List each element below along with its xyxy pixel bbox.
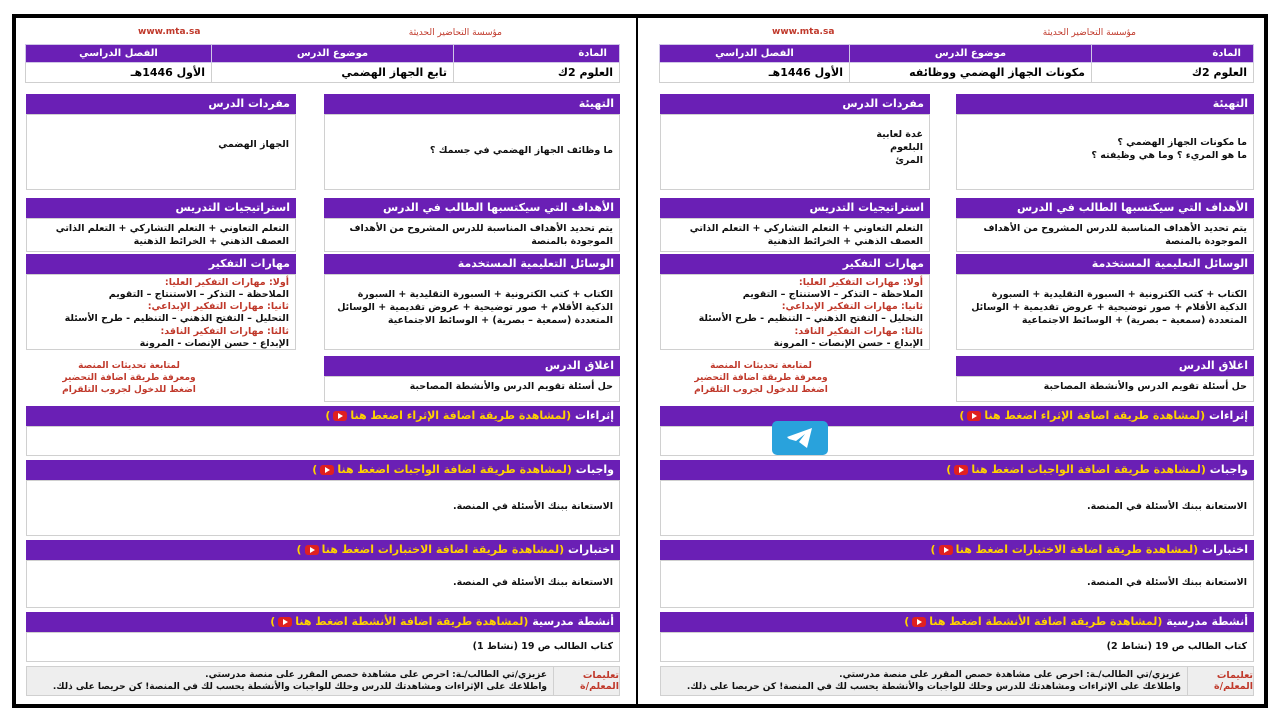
aids-bar: الوسائل التعليمية المستخدمة [956,254,1254,274]
subject-header: المادة [1092,45,1254,63]
homework-link[interactable]: (لمشاهدة طريقة اضافة الواجبات اضغط هنا [337,463,572,476]
vocab-bar: مفردات الدرس [660,94,930,114]
teacher-notes-label: تعليمات المعلم/ة [553,667,619,695]
notes-line-1: عزيزي/تي الطالب/ـة: احرص على مشاهدة حصص المقرر على منصة مدرستي. [205,670,547,680]
youtube-icon[interactable] [939,545,953,555]
thinking-bar: مهارات التفكير [660,254,930,274]
homework-box [26,480,620,536]
thinking-2-title: ثانيا: مهارات التفكير الإبداعي: [147,301,289,313]
strategies-bar: استراتيجيات التدريس [660,198,930,218]
thinking-3-text: الإبداع - حسن الإنصات - المرونة [139,337,289,349]
page-topline [26,22,620,44]
org-name: مؤسسة التحاضير الحديثة [408,28,502,38]
activities-bar[interactable] [660,612,1254,632]
promo-line-1: لمتابعة تحديثات المنصة [78,361,180,371]
aids-text: الكتاب + كتب الكترونية + السبورة التقليدية + السبورة الذكية الأقلام + صور توضيحية + عروض تقديمية + الوسائل المتعددة (سمعية – بصرية) + الوسائط الاجتماعية [337,289,613,326]
tests-text: الاستعانة ببنك الأسئلة في المنصة. [452,577,613,588]
subject-value: العلوم 2ك [1092,63,1254,83]
goals-text: يتم تحديد الأهداف المناسبة للدرس المشروح من الأهداف الموجودة بالمنصة [983,223,1247,247]
homework-close: ) [312,463,318,476]
strategies-bar: استراتيجيات التدريس [26,198,296,218]
goals-box [324,218,620,252]
closing-bar: اغلاق الدرس [324,356,620,376]
promo-line-3: اضغط للدخول لجروب التلقرام [62,385,196,396]
teacher-notes [660,666,1254,696]
thinking-3-title: ثالثا: مهارات التفكير الناقد: [160,325,289,337]
closing-box [956,376,1254,402]
homework-label: واجبات [1209,463,1248,476]
intro-line-2: ما هو المريء ؟ وما هي وظيفته ؟ [1091,149,1247,161]
site-url[interactable]: www.mta.sa [138,27,201,37]
goals-box [956,218,1254,252]
tests-label: اختبارات [1202,543,1248,556]
page-topline [660,22,1254,44]
homework-text: الاستعانة ببنك الأسئلة في المنصة. [452,501,613,512]
topic-header: موضوع الدرس [212,45,454,63]
youtube-icon[interactable] [967,411,981,421]
aids-box [956,274,1254,350]
aids-bar: الوسائل التعليمية المستخدمة [324,254,620,274]
thinking-1-text: الملاحظة – التذكر – الاستنتاج – التقويم [108,289,289,301]
teacher-notes-text [27,667,553,695]
enrich-bar[interactable] [26,406,620,426]
page-divider [636,18,638,704]
youtube-icon[interactable] [320,465,334,475]
subject-header: المادة [454,45,620,63]
enrich-close: ) [959,409,965,422]
vocab-item-1: الجهاز الهضمي [218,139,289,150]
tests-link[interactable]: (لمشاهدة طريقة اضافة الاختبارات اضغط هنا [321,543,565,556]
lesson-header-table [659,44,1254,83]
term-value: الأول 1446هـ [660,63,850,83]
thinking-1-title: أولا: مهارات التفكير العليا: [798,277,923,288]
thinking-3-text: الإبداع - حسن الإنصات - المرونة [773,337,923,349]
term-header: الفصل الدراسي [26,45,212,63]
thinking-bar: مهارات التفكير [26,254,296,274]
notes-line-2: واطلاعك على الإثراءات ومشاهدتك للدرس وحلك للواجبات والأنشطة يحسب لك في المنصة! كن حريصا على ذلك. [52,681,547,692]
closing-bar: اغلاق الدرس [956,356,1254,376]
activities-text: كتاب الطالب ص 19 (نشاط 1) [472,641,613,652]
thinking-box [26,274,296,350]
activities-label: أنشطة مدرسية [532,615,614,628]
promo-line-2: ومعرفة طريقة اضافة التحضير [694,373,828,384]
strategies-box [660,218,930,252]
strategies-box [26,218,296,252]
thinking-2-text: التحليل – التفتح الذهني – التنظيم - طرح الأسئلة [64,313,289,325]
goals-bar: الأهداف التي سيكتسبها الطالب في الدرس [956,198,1254,218]
homework-close: ) [946,463,952,476]
enrich-label: إثراءات [1209,409,1248,422]
activities-bar[interactable] [26,612,620,632]
vocab-item-2: البلعوم [890,141,923,153]
intro-box [956,114,1254,190]
activities-label: أنشطة مدرسية [1166,615,1248,628]
site-url[interactable]: www.mta.sa [772,27,835,37]
term-value: الأول 1446هـ [26,63,212,83]
closing-text: حل أسئلة تقويم الدرس والأنشطة المصاحبة [1043,381,1247,392]
org-name: مؤسسة التحاضير الحديثة [1042,28,1136,38]
enrich-bar[interactable] [660,406,1254,426]
thinking-2-title: ثانيا: مهارات التفكير الإبداعي: [781,301,923,313]
youtube-icon[interactable] [305,545,319,555]
enrich-link[interactable]: (لمشاهدة طريقة اضافة الإثراء اضغط هنا [350,409,572,422]
teacher-notes-label: تعليمات المعلم/ة [1187,667,1253,695]
intro-line-1: ما مكونات الجهاز الهضمي ؟ [1117,137,1247,148]
thinking-box [660,274,930,350]
goals-text: يتم تحديد الأهداف المناسبة للدرس المشروح من الأهداف الموجودة بالمنصة [349,223,613,247]
notes-line-2: واطلاعك على الإثراءات ومشاهدتك للدرس وحلك للواجبات والأنشطة يحسب لك في المنصة! كن حريصا على ذلك. [686,681,1181,692]
telegram-promo[interactable] [686,360,836,396]
topic-value: تابع الجهاز الهضمي [212,63,454,83]
youtube-icon[interactable] [278,617,292,627]
tests-close: ) [930,543,936,556]
activities-link[interactable]: (لمشاهدة طريقة اضافة الأنشطة اضغط هنا [295,615,529,628]
youtube-icon[interactable] [954,465,968,475]
promo-line-1: لمتابعة تحديثات المنصة [710,361,812,371]
intro-box [324,114,620,190]
vocab-item-3: المرئ [895,154,923,166]
enrich-label: إثراءات [575,409,614,422]
notes-line-1: عزيزي/تي الطالب/ـة: احرص على مشاهدة حصص المقرر على منصة مدرستي. [839,670,1181,680]
activities-close: ) [270,615,276,628]
tests-label: اختبارات [568,543,614,556]
telegram-promo[interactable] [54,360,204,396]
enrich-link[interactable]: (لمشاهدة طريقة اضافة الإثراء اضغط هنا [984,409,1206,422]
topic-header: موضوع الدرس [850,45,1092,63]
closing-box [324,376,620,402]
intro-line-1: ما وظائف الجهاز الهضمي في جسمك ؟ [429,145,613,156]
teacher-notes-text [661,667,1187,695]
homework-bar[interactable] [26,460,620,480]
activities-link[interactable]: (لمشاهدة طريقة اضافة الأنشطة اضغط هنا [929,615,1163,628]
tests-close: ) [296,543,302,556]
strategies-text: التعلم التعاوني + التعلم التشاركي + التعلم الذاتي العصف الذهني + الخرائط الذهنية [55,223,289,247]
closing-text: حل أسئلة تقويم الدرس والأنشطة المصاحبة [409,381,613,392]
intro-bar: التهيئة [956,94,1254,114]
telegram-icon[interactable] [772,421,828,455]
enrich-box [26,426,620,456]
homework-text: الاستعانة ببنك الأسئلة في المنصة. [1086,501,1247,512]
activities-box [26,632,620,662]
thinking-3-title: ثالثا: مهارات التفكير الناقد: [794,325,923,337]
topic-value: مكونات الجهاز الهضمي ووظائفه [850,63,1092,83]
intro-bar: التهيئة [324,94,620,114]
tests-bar[interactable] [660,540,1254,560]
tests-box [26,560,620,608]
subject-value: العلوم 2ك [454,63,620,83]
activities-box [660,632,1254,662]
homework-box [660,480,1254,536]
enrich-box [660,426,1254,456]
tests-bar[interactable] [26,540,620,560]
vocab-item-1: غدة لعابية [876,129,923,140]
aids-box [324,274,620,350]
goals-bar: الأهداف التي سيكتسبها الطالب في الدرس [324,198,620,218]
tests-box [660,560,1254,608]
thinking-1-title: أولا: مهارات التفكير العليا: [164,277,289,288]
enrich-close: ) [325,409,331,422]
youtube-icon[interactable] [333,411,347,421]
thinking-2-text: التحليل – التفتح الذهني – التنظيم - طرح الأسئلة [698,313,923,325]
homework-bar[interactable] [660,460,1254,480]
lesson-page-left [26,22,620,702]
tests-link[interactable]: (لمشاهدة طريقة اضافة الاختبارات اضغط هنا [955,543,1199,556]
teacher-notes [26,666,620,696]
aids-text: الكتاب + كتب الكترونية + السبورة التقليدية + السبورة الذكية الأقلام + صور توضيحية + عروض تقديمية + الوسائل المتعددة (سمعية – بصرية) + الوسائط الاجتماعية [971,289,1247,326]
homework-link[interactable]: (لمشاهدة طريقة اضافة الواجبات اضغط هنا [971,463,1206,476]
homework-label: واجبات [575,463,614,476]
promo-line-2: ومعرفة طريقة اضافة التحضير [62,373,196,384]
tests-text: الاستعانة ببنك الأسئلة في المنصة. [1086,577,1247,588]
vocab-box [660,114,930,190]
thinking-1-text: الملاحظة – التذكر – الاستنتاج – التقويم [742,289,923,301]
term-header: الفصل الدراسي [660,45,850,63]
youtube-icon[interactable] [912,617,926,627]
lesson-page-right [660,22,1254,702]
activities-close: ) [904,615,910,628]
promo-line-3: اضغط للدخول لجروب التلقرام [694,385,828,396]
vocab-box [26,114,296,190]
vocab-bar: مفردات الدرس [26,94,296,114]
lesson-header-table [25,44,620,83]
activities-text: كتاب الطالب ص 19 (نشاط 2) [1106,641,1247,652]
strategies-text: التعلم التعاوني + التعلم التشاركي + التعلم الذاتي العصف الذهني + الخرائط الذهنية [689,223,923,247]
